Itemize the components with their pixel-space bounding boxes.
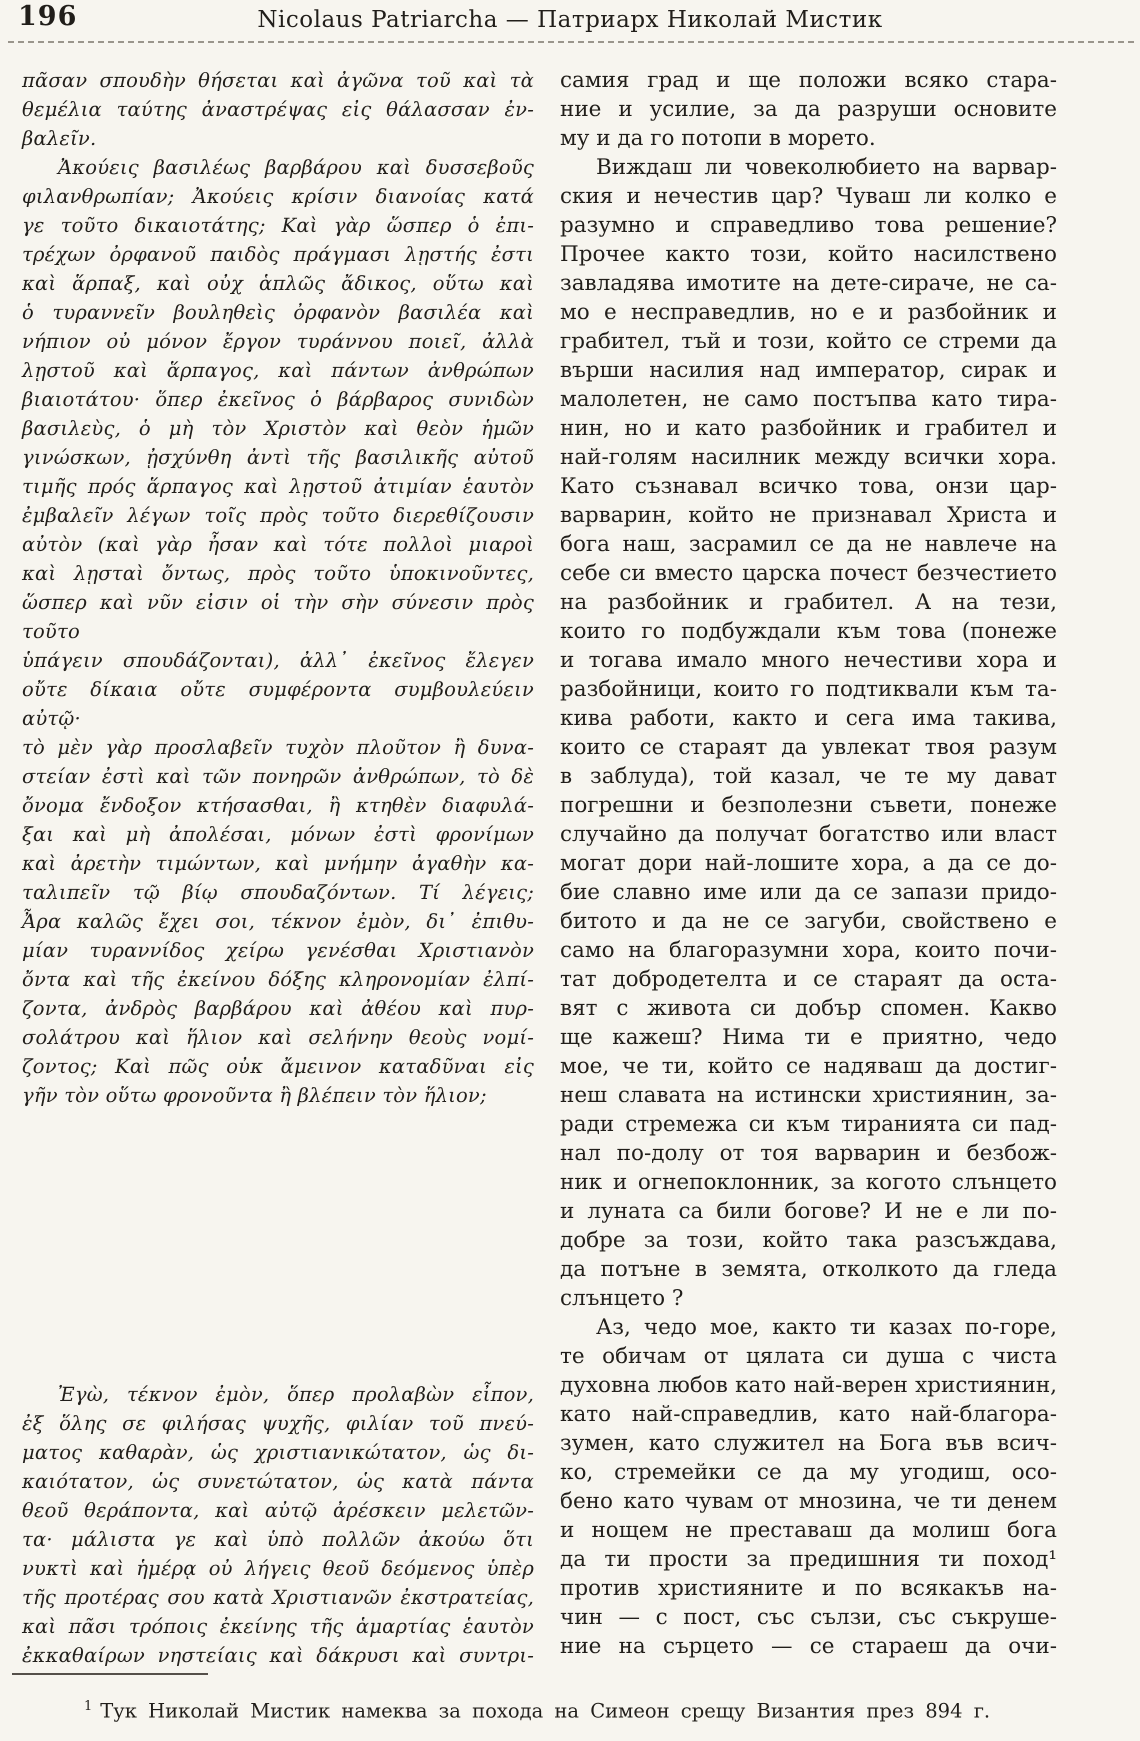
text-line: ради стремежа си към тиранията си пад- (560, 1112, 1057, 1137)
header-rule (8, 41, 1134, 43)
text-line: добре за този, който така разсъждава, (560, 1228, 1057, 1253)
text-line: могат дори най-лошите хора, а да се до- (560, 851, 1057, 876)
text-line: τα· μάλιστα γε καὶ ὑπὸ πολλῶν ἀκούω ὅτι (22, 1528, 534, 1551)
paragraph (22, 153, 534, 1110)
footnote-rule (12, 1673, 208, 1675)
text-line: грабител, тъй и този, който се стреми да (560, 329, 1057, 354)
text-line: Ἆρα καλῶς ἔχει σοι, τέκνον ἐμὸν, δι᾽ ἐπιθυ- (22, 910, 534, 933)
text-line: ματος καθαρὰν, ὡς χριστιανικώτατον, ὡς δι- (22, 1441, 534, 1464)
text-line: φιλανθρωπίαν; Ἀκούεις κρίσιν διανοίας κατά (22, 185, 534, 208)
text-line: ὑπάγειν σπουδάζονται), ἀλλ᾽ ἐκεῖνος ἔλεγεν (22, 649, 534, 672)
text-line: ския и нечестив цар? Чуваш ли колко е (560, 184, 1057, 209)
text-line: завладява имотите на дете-сираче, не са- (560, 271, 1057, 296)
text-line: Аз, чедо мое, както ти казах по-горе, (596, 1315, 1057, 1340)
text-line: Като съзнавал всичко това, онзи цар- (560, 474, 1057, 499)
text-line: μίαν τυραννίδος χείρω γενέσθαι Χριστιανὸν (22, 939, 534, 962)
text-line: ὄνομα ἔνδοξον κτήσασθαι, ἢ κτηθὲν διαφυλά- (22, 794, 534, 817)
text-line: да потъне в земята, отколкото да гледа (560, 1257, 1057, 1282)
text-line: ἐξ ὅλης σε φιλήσας ψυχῆς, φιλίαν τοῦ πνεύ- (22, 1412, 534, 1435)
text-line: ὄντα καὶ τῆς ἐκείνου δόξης κληρονομίαν ἐλπί- (22, 968, 534, 991)
text-line: и луната са били богове? И не е ли по- (560, 1199, 1057, 1224)
text-line: вят с живота си добър спомен. Какво (560, 996, 1057, 1021)
text-line: ὥσπερ καὶ νῦν εἰσιν οἱ τὴν σὴν σύνεσιν πρὸς τοῦτο (22, 591, 534, 643)
text-line: καὶ ἅρπαξ, καὶ οὐχ ἁπλῶς ἄδικος, οὕτω καὶ (22, 272, 534, 295)
text-line: βιαιοτάτου· ὅπερ ἐκεῖνος ὁ βάρβαρος συνιδὼν (22, 388, 534, 411)
text-line: чин — с пост, със сълзи, със съкруше- (560, 1605, 1057, 1630)
text-line: νυκτὶ καὶ ἡμέρᾳ οὐ λήγεις θεοῦ δεόμενος ὑπὲρ (22, 1557, 534, 1580)
text-line: καὶ πᾶσι τρόποις ἐκείνης τῆς ἁμαρτίας ἑαυτὸν (22, 1615, 534, 1638)
text-line: στείαν ἐστὶ καὶ τῶν πονηρῶν ἀνθρώπων, τὸ δὲ (22, 765, 534, 788)
text-line: νήπιον οὐ μόνον ἔργον τυράννου ποιεῖ, ἀλλὰ (22, 330, 534, 353)
text-line: γινώσκων, ᾐσχύνθη ἀντὶ τῆς βασιλικῆς αὐτοῦ (22, 446, 534, 469)
text-line: ζοντα, ἀνδρὸς βαρβάρου καὶ ἀθέου καὶ πυρ- (22, 997, 534, 1020)
text-line: малолетен, не само постъпва като тира- (560, 387, 1057, 412)
text-line: ник и огнепоклонник, за когото слънцето (560, 1170, 1057, 1195)
text-line: ко, стремейки се да му угодиш, осо- (560, 1460, 1057, 1485)
page-number: 196 (18, 1, 78, 32)
text-line: ние и усилие, за да разруши основите (560, 97, 1057, 122)
bulgarian-column (560, 66, 1057, 1661)
text-line: и нощем не преставаш да молиш бога (560, 1518, 1057, 1543)
text-line: само на благоразумни хора, които почи- (560, 938, 1057, 963)
text-line: себе си вместо царска почест безчестието (560, 561, 1057, 586)
greek-column (22, 66, 534, 1670)
text-line: γῆν τὸν οὕτω φρονοῦντα ἢ βλέπειν τὸν ἥλιον; (22, 1084, 487, 1107)
text-line: бога наш, засрамил се да не навлече на (560, 532, 1057, 557)
text-line: против християните и по всякакъв на- (560, 1576, 1057, 1601)
text-line: τὸ μὲν γὰρ προσλαβεῖν τυχὸν πλοῦτον ἢ δυνα- (22, 736, 534, 759)
footnote (84, 1694, 1064, 1725)
text-line: καὶ λῃσταὶ ὄντως, πρὸς τοῦτο ὑποκινοῦντες, (22, 562, 534, 585)
text-line: ще кажеш? Нима ти е приятно, чедо (560, 1025, 1057, 1050)
text-line: да ти прости за предишния ти поход¹ (560, 1547, 1057, 1572)
text-line: θεμέλια ταύτης ἀναστρέψας εἰς θάλασσαν ἐν- (22, 98, 534, 121)
text-line: θεοῦ θεράποντα, καὶ αὐτῷ ἀρέσκειν μελετῶν- (22, 1499, 534, 1522)
text-line: нин, но и като разбойник и грабител и (560, 416, 1057, 441)
page-header (0, 0, 1140, 40)
text-line: Ἐγὼ, τέκνον ἐμὸν, ὅπερ προλαβὼν εἶπον, (58, 1383, 534, 1406)
text-line: πᾶσαν σπουδὴν θήσεται καὶ ἀγῶνα τοῦ καὶ τὰ (22, 69, 534, 92)
text-columns (22, 66, 1057, 1670)
text-line: битото и да не се загуби, свойствено е (560, 909, 1057, 934)
text-line: тат добродетелта и се стараят да оста- (560, 967, 1057, 992)
text-line: бие славно име или да се запази придо- (560, 880, 1057, 905)
text-line: погрешни и безполезни съвети, понеже (560, 793, 1057, 818)
text-line: σολάτρου καὶ ἥλιον καὶ σελήνην θεοὺς νομί- (22, 1026, 534, 1049)
text-line: βαλεῖν. (22, 127, 97, 150)
text-line: самия град и ще положи всяко стара- (560, 68, 1057, 93)
text-line: разумно и справедливо това решение? (560, 213, 1057, 238)
paragraph (560, 1313, 1057, 1661)
running-title: Nicolaus Patriarcha — Патриарх Николай Мистик (257, 7, 883, 33)
text-line: случайно да получат богатство или власт (560, 822, 1057, 847)
text-line: те обичам от цялата си душа с чиста (560, 1344, 1057, 1369)
footnote-marker: 1 (84, 1699, 93, 1714)
text-line: ἐμβαλεῖν λέγων τοῖς πρὸς τοῦτο διερεθίζουσιν (22, 504, 534, 527)
text-line: на разбойник и грабител. А на тези, (560, 590, 1057, 615)
text-line: καιότατον, ὡς συνετώτατον, ὡς κατὰ πάντα (22, 1470, 534, 1493)
text-line: ние на сърцето — се стараеш да очи- (560, 1634, 1057, 1659)
text-line: бено като чувам от мнозина, че ти денем (560, 1489, 1057, 1514)
text-line: Прочее както този, който насилствено (560, 242, 1057, 267)
text-line: ταλιπεῖν τῷ βίῳ σπουδαζόντων. Τί λέγεις; (22, 881, 534, 904)
text-line: разбойници, които го подтиквали към та- (560, 677, 1057, 702)
text-line: му и да го потопи в морето. (560, 126, 876, 151)
text-line: най-голям насилник между всички хора. (560, 445, 1057, 470)
text-line: слънцето ? (560, 1286, 684, 1311)
text-line: мо е несправедлив, но е и разбойник и (560, 300, 1057, 325)
paragraph (560, 66, 1057, 153)
text-line: ἐκκαθαίρων νηστείαις καὶ δάκρυσι καὶ συντρι- (22, 1644, 534, 1667)
text-line: βασιλεὺς, ὁ μὴ τὸν Χριστὸν καὶ θεὸν ἡμῶν (22, 417, 534, 440)
text-line: οὔτε δίκαια οὔτε συμφέροντα συμβουλεύειν αὐτῷ· (22, 678, 534, 730)
text-line: духовна любов като най-верен християнин, (560, 1373, 1057, 1398)
text-line: и тогава имало много нечестиви хора и (560, 648, 1057, 673)
text-line: Виждаш ли човеколюбието на варвар- (596, 155, 1057, 180)
text-line: в заблуда), той казал, че те му дават (560, 764, 1057, 789)
text-line: които се стараят да увлекат твоя разум (560, 735, 1057, 760)
text-line: неш славата на истински християнин, за- (560, 1083, 1057, 1108)
text-line: λῃστοῦ καὶ ἅρπαγος, καὶ πάντων ἀνθρώπων (22, 359, 534, 382)
text-line: зумен, като служител на Бога във всич- (560, 1431, 1057, 1456)
text-line: като най-справедлив, като най-благора- (560, 1402, 1057, 1427)
text-line: ὁ τυραννεῖν βουληθεὶς ὀρφανὸν βασιλέα καὶ (22, 301, 534, 324)
footnote-text: Тук Николай Мистик намеква за похода на Симеон срещу Византия през 894 г. (100, 1699, 991, 1723)
text-line: τρέχων ὀρφανοῦ παιδὸς πράγμασι λῃστής ἐστι (22, 243, 534, 266)
paragraph (560, 153, 1057, 1313)
text-line: варварин, който не признавал Христа и (560, 503, 1057, 528)
text-line: върши насилия над император, сирак и (560, 358, 1057, 383)
text-line: кива работи, както и сега има такива, (560, 706, 1057, 731)
text-line: γε τοῦτο δικαιοτάτης; Καὶ γὰρ ὥσπερ ὁ ἐπι- (22, 214, 534, 237)
text-line: мое, че ти, който се надяваш да достиг- (560, 1054, 1057, 1079)
text-line: τῆς προτέρας σου κατὰ Χριστιανῶν ἐκστρατείας, (22, 1586, 534, 1609)
text-line: ζοντος; Καὶ πῶς οὐκ ἄμεινον καταδῦναι εἰς (22, 1055, 534, 1078)
text-line: ξαι καὶ μὴ ἀπολέσαι, μόνων ἐστὶ φρονίμων (22, 823, 534, 846)
text-line: Ἀκούεις βασιλέως βαρβάρου καὶ δυσσεβοῦς (58, 156, 534, 179)
text-line: τιμῆς πρός ἅρπαγος καὶ λῃστοῦ ἀτιμίαν ἑαυτὸν (22, 475, 534, 498)
paragraph (22, 66, 534, 153)
paragraph (22, 1380, 534, 1670)
text-line: αὐτὸν (καὶ γὰρ ἦσαν καὶ τότε πολλοὶ μιαροὶ (22, 533, 534, 556)
text-line: καὶ ἀρετὴν τιμώντων, καὶ μνήμην ἀγαθὴν κα- (22, 852, 534, 875)
text-line: нал по-долу от тоя варварин и безбож- (560, 1141, 1057, 1166)
text-line: които го подбуждали към това (понеже (560, 619, 1057, 644)
